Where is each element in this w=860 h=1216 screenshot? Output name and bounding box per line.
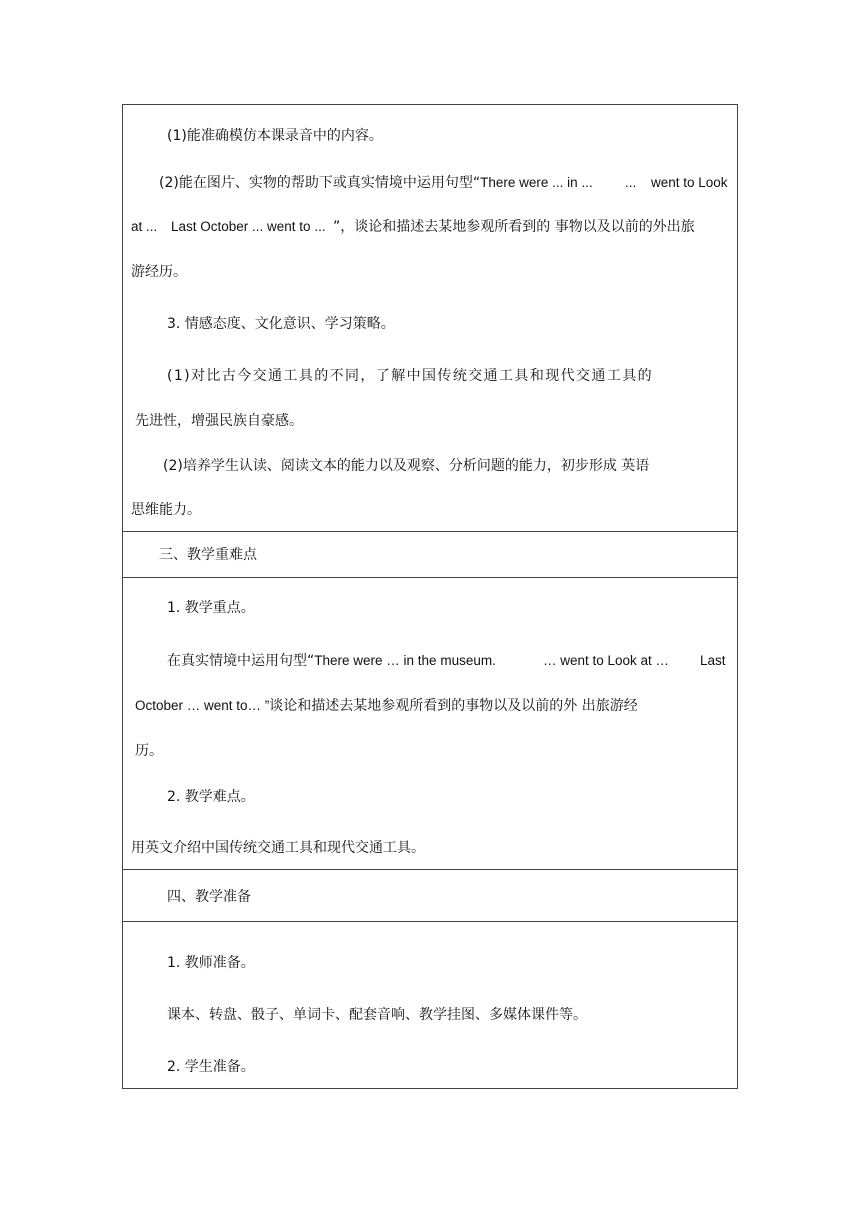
preparation-header-cell	[123, 870, 737, 922]
objective-3-line-1: (1)对比古今交通工具的不同，了解中国传统交通工具和现代交通工具的	[167, 368, 654, 384]
key-point-1-cn-b: 谈论和描述去某地参观所看到的事物以及以前的外 出旅游经	[269, 698, 638, 714]
key-point-1-en-c: Last	[700, 653, 726, 668]
objective-2-line-3: 游经历。	[131, 264, 187, 280]
section-3-heading: 3. 情感态度、文化意识、学习策略。	[167, 316, 395, 332]
key-point-1-line-3: 历。	[135, 743, 163, 759]
key-point-1-line-2	[135, 697, 638, 715]
objective-2-en-c: went to Look	[651, 175, 728, 190]
objective-1: (1)能准确模仿本课录音中的内容。	[167, 128, 383, 144]
key-points-heading: 三、教学重难点	[159, 547, 257, 563]
objective-2-line-1	[159, 174, 733, 192]
objective-2-en-a: There were ... in ...	[480, 175, 593, 190]
key-points-cell	[123, 578, 737, 870]
objective-2-cn-b: ”，谈论和描述去某地参观所看到的 事物以及以前的外出旅	[333, 219, 695, 235]
teacher-prep-items: 课本、转盘、骰子、单词卡、配套音响、教学挂图、多媒体课件等。	[167, 1007, 587, 1023]
objective-3-line-2: 先进性，增强民族自豪感。	[135, 413, 303, 429]
key-point-1-cn: 在真实情境中运用句型“	[167, 653, 315, 669]
key-point-1-en-d: October … went to… ”	[135, 698, 270, 713]
key-points-header-cell	[123, 532, 737, 578]
key-point-2-heading: 2. 教学难点。	[167, 789, 255, 805]
lesson-plan-table	[122, 104, 738, 1089]
preparation-heading: 四、教学准备	[167, 889, 251, 905]
objective-2-cn: (2)能在图片、实物的帮助下或真实情境中运用句型“	[159, 175, 481, 191]
preparation-cell	[123, 922, 737, 1088]
objective-2-en-d: at ...	[131, 219, 158, 234]
key-point-1-line-1	[167, 652, 733, 670]
objectives-cell	[123, 105, 737, 532]
objective-4-line-1: (2)培养学生认读、阅读文本的能力以及观察、分析问题的能力，初步形成 英语	[163, 458, 650, 474]
objective-2-line-2	[131, 218, 733, 236]
student-prep-heading: 2. 学生准备。	[167, 1059, 255, 1075]
key-point-1-en-b: … went to Look at …	[543, 653, 670, 668]
teacher-prep-heading: 1. 教师准备。	[167, 955, 255, 971]
objective-2-en-e: Last October ... went to ...	[171, 219, 326, 234]
objective-2-en-b: ...	[625, 175, 637, 190]
key-point-2-text: 用英文介绍中国传统交通工具和现代交通工具。	[131, 840, 425, 856]
key-point-1-en-a: There were … in the museum.	[314, 653, 496, 668]
key-point-1-heading: 1. 教学重点。	[167, 600, 255, 616]
objective-4-line-2: 思维能力。	[131, 502, 201, 518]
